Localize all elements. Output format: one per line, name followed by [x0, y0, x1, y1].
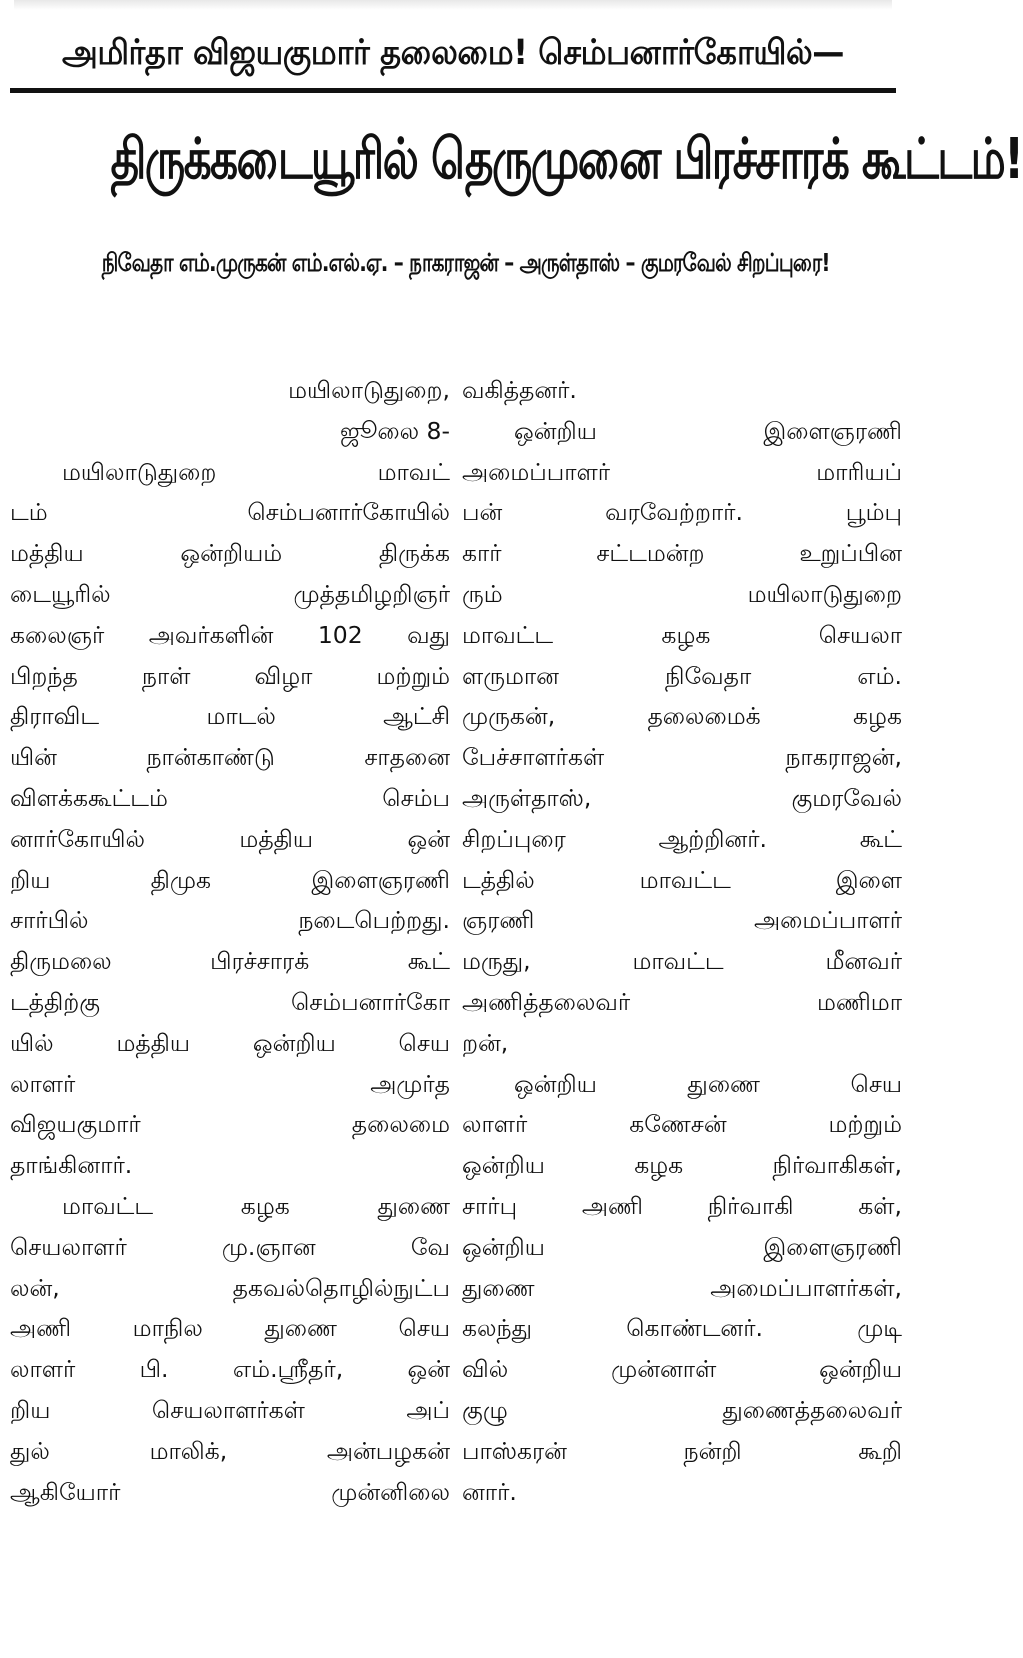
article-subhead: நிவேதா எம்.முருகன் எம்.எல்.ஏ. – நாகராஜன் – அருள்தாஸ் – குமரவேல் சிறப்புரை!: [101, 248, 830, 277]
dateline-date: ஜூலை 8-: [339, 416, 450, 445]
body-line: சிறப்புரை ஆற்றினர். கூட்: [462, 824, 902, 853]
body-line: அருள்தாஸ், குமரவேல்: [462, 783, 902, 812]
body-line: ஞரணி அமைப்பாளர்: [462, 906, 902, 935]
body-line: டம் செம்பனார்கோயில்: [10, 498, 450, 527]
body-line: னார்கோயில் மத்திய ஒன்: [10, 824, 450, 853]
body-line: பிறந்த நாள் விழா மற்றும்: [10, 661, 450, 690]
kicker-rule: [10, 88, 896, 93]
body-line: பேச்சாளர்கள் நாகராஜன்,: [462, 743, 902, 772]
body-line: ஒன்றிய துணை செய: [514, 1069, 902, 1098]
body-line: ரும் மயிலாடுதுறை: [462, 579, 902, 608]
article-headline: திருக்கடையூரில் தெருமுனை பிரச்சாரக் கூட்டம்!: [110, 127, 1023, 192]
body-line: கலந்து கொண்டனர். முடி: [462, 1314, 902, 1343]
body-line: ஆகியோர் முன்னிலை: [10, 1477, 450, 1506]
right-column: [462, 370, 902, 1512]
body-line: பன் வரவேற்றார். பூம்பு: [462, 498, 902, 527]
article-body: [10, 370, 902, 1658]
body-line: மாவட்ட கழக செயலா: [462, 620, 902, 649]
body-line: டையூரில் முத்தமிழறிஞர்: [10, 579, 450, 608]
body-line: மருது, மாவட்ட மீனவர்: [462, 947, 902, 976]
body-line: ஒன்றிய இளைஞரணி: [514, 416, 902, 445]
body-line: ளருமான நிவேதா எம்.: [462, 661, 902, 690]
left-column: [10, 370, 450, 1512]
body-line: முருகன், தலைமைக் கழக: [462, 702, 902, 731]
body-line: தாங்கினார்.: [10, 1151, 133, 1180]
body-line: றன்,: [462, 1028, 509, 1057]
body-line: அமைப்பாளர் மாரியப்: [462, 457, 902, 486]
body-line: குழு துணைத்தலைவர்: [462, 1395, 902, 1424]
body-line: றிய செயலாளர்கள் அப்: [10, 1395, 450, 1424]
body-line: றிய திமுக இளைஞரணி: [10, 865, 450, 894]
dateline-place: மயிலாடுதுறை,: [288, 376, 450, 404]
body-line: வகித்தனர்.: [462, 376, 577, 404]
body-line: யின் நான்காண்டு சாதனை: [10, 743, 450, 772]
body-line: ஒன்றிய கழக நிர்வாகிகள்,: [462, 1151, 902, 1180]
body-line: லாளர் கணேசன் மற்றும்: [462, 1110, 902, 1139]
body-line: ஒன்றிய இளைஞரணி: [462, 1232, 902, 1261]
body-line: சார்பில் நடைபெற்றது.: [10, 906, 450, 935]
body-line: யில் மத்திய ஒன்றிய செய: [10, 1028, 450, 1057]
body-line: மயிலாடுதுறை மாவட்: [62, 457, 450, 486]
body-line: விஜயகுமார் தலைமை: [10, 1110, 450, 1139]
body-line: செயலாளர் மு.ஞான வே: [10, 1232, 450, 1261]
body-line: விளக்ககூட்டம் செம்ப: [10, 783, 450, 812]
body-line: மத்திய ஒன்றியம் திருக்க: [10, 539, 450, 568]
body-line: கலைஞர் அவர்களின் 102 வது: [10, 620, 450, 649]
top-edge: [14, 0, 892, 10]
body-line: னார்.: [462, 1477, 517, 1506]
body-line: மாவட்ட கழக துணை: [62, 1191, 450, 1220]
body-line: திராவிட மாடல் ஆட்சி: [10, 702, 450, 731]
body-line: துல் மாலிக், அன்பழகன்: [10, 1436, 450, 1465]
body-line: லாளர் பி. எம்.ஸ்ரீதர், ஒன்: [10, 1355, 450, 1384]
body-line: லன், தகவல்தொழில்நுட்ப: [10, 1273, 450, 1302]
body-line: அணி மாநில துணை செய: [10, 1314, 450, 1343]
body-line: துணை அமைப்பாளர்கள்,: [462, 1273, 902, 1302]
body-line: டத்திற்கு செம்பனார்கோ: [10, 987, 450, 1016]
body-line: கார் சட்டமன்ற உறுப்பின: [462, 539, 902, 568]
body-line: அணித்தலைவர் மணிமா: [462, 987, 902, 1016]
body-line: சார்பு அணி நிர்வாகி கள்,: [462, 1191, 902, 1220]
body-line: டத்தில் மாவட்ட இளை: [462, 865, 902, 894]
body-line: திருமலை பிரச்சாரக் கூட்: [10, 947, 450, 976]
body-line: லாளர் அமுர்த: [10, 1069, 450, 1098]
body-line: வில் முன்னாள் ஒன்றிய: [462, 1355, 902, 1384]
body-line: பாஸ்கரன் நன்றி கூறி: [462, 1436, 902, 1465]
article-kicker: அமிர்தா விஜயகுமார் தலைமை! செம்பனார்கோயில்—: [61, 33, 844, 73]
